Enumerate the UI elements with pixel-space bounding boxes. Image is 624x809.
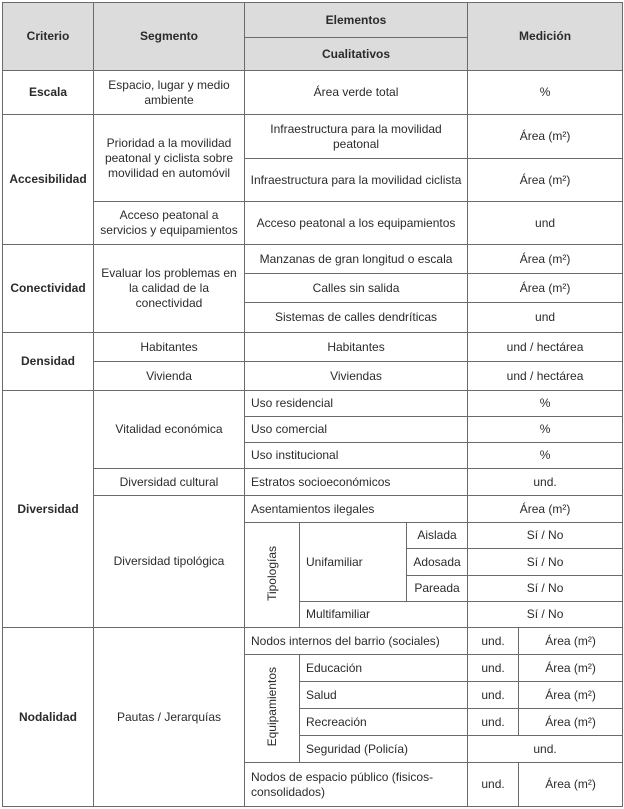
tipo-cell: Adosada bbox=[407, 549, 468, 576]
elemento-cell: Uso residencial bbox=[245, 391, 468, 417]
elemento-cell: Viviendas bbox=[245, 362, 468, 391]
elemento-cell: Uso comercial bbox=[245, 417, 468, 443]
segmento-cell: Pautas / Jerarquías bbox=[94, 628, 245, 807]
elemento-cell: Área verde total bbox=[245, 71, 468, 115]
segmento-cell: Habitantes bbox=[94, 333, 245, 362]
table-row bbox=[3, 71, 623, 115]
criterio-escala: Escala bbox=[3, 71, 94, 115]
tipo-cell: Pareada bbox=[407, 576, 468, 602]
medicion-cell: % bbox=[468, 391, 623, 417]
segmento-cell: Vitalidad económica bbox=[94, 391, 245, 469]
elemento-cell: Acceso peatonal a los equipamientos bbox=[245, 202, 468, 245]
medicion-cell: % bbox=[468, 71, 623, 115]
area-cell: Área (m²) bbox=[519, 763, 623, 807]
medicion-cell: Área (m²) bbox=[468, 496, 623, 523]
table-row bbox=[3, 628, 623, 655]
area-cell: Área (m²) bbox=[519, 628, 623, 655]
und-cell: und. bbox=[468, 655, 519, 682]
table-row bbox=[3, 115, 623, 159]
und-cell: und. bbox=[468, 709, 519, 736]
segmento-cell: Espacio, lugar y medio ambiente bbox=[94, 71, 245, 115]
medicion-cell: und bbox=[468, 303, 623, 333]
elemento-cell: Calles sin salida bbox=[245, 274, 468, 303]
elemento-cell: Infraestructura para la movilidad ciclista bbox=[245, 159, 468, 202]
und-cell: und. bbox=[468, 628, 519, 655]
segmento-cell: Vivienda bbox=[94, 362, 245, 391]
medicion-cell: und / hectárea bbox=[468, 362, 623, 391]
segmento-cell: Acceso peatonal a servicios y equipamientos bbox=[94, 202, 245, 245]
medicion-cell: Sí / No bbox=[468, 576, 623, 602]
table-row bbox=[3, 202, 623, 245]
elemento-cell: Manzanas de gran longitud o escala bbox=[245, 245, 468, 274]
table-row bbox=[3, 362, 623, 391]
criteria-table bbox=[2, 2, 623, 807]
medicion-cell: Área (m²) bbox=[468, 274, 623, 303]
medicion-cell: und. bbox=[468, 736, 623, 763]
table-row bbox=[3, 469, 623, 496]
equipamientos-label: Equipamientos bbox=[264, 666, 279, 747]
header-segmento: Segmento bbox=[94, 3, 245, 71]
und-cell: und. bbox=[468, 763, 519, 807]
area-cell: Área (m²) bbox=[519, 655, 623, 682]
header-elementos: Elementos bbox=[245, 3, 468, 38]
header-cualitativos: Cualitativos bbox=[245, 38, 468, 71]
criterio-accesibilidad: Accesibilidad bbox=[3, 115, 94, 245]
medicion-cell: % bbox=[468, 417, 623, 443]
medicion-cell: Área (m²) bbox=[468, 115, 623, 159]
table-row bbox=[3, 391, 623, 417]
header-criterio: Criterio bbox=[3, 3, 94, 71]
segmento-cell: Diversidad tipológica bbox=[94, 496, 245, 628]
und-cell: und. bbox=[468, 682, 519, 709]
criterio-densidad: Densidad bbox=[3, 333, 94, 391]
elemento-cell: Nodos de espacio público (fisicos-consolidados) bbox=[245, 763, 468, 807]
area-cell: Área (m²) bbox=[519, 682, 623, 709]
tipologias-label: Tipologías bbox=[264, 545, 279, 601]
elemento-cell: Habitantes bbox=[245, 333, 468, 362]
medicion-cell: und. bbox=[468, 469, 623, 496]
elemento-cell: Asentamientos ilegales bbox=[245, 496, 468, 523]
area-cell: Área (m²) bbox=[519, 709, 623, 736]
medicion-cell: Sí / No bbox=[468, 602, 623, 628]
criterio-nodalidad: Nodalidad bbox=[3, 628, 94, 807]
elemento-cell: Sistemas de calles dendríticas bbox=[245, 303, 468, 333]
elemento-cell: Uso institucional bbox=[245, 443, 468, 469]
criterio-diversidad: Diversidad bbox=[3, 391, 94, 628]
elemento-cell: Infraestructura para la movilidad peatonal bbox=[245, 115, 468, 159]
table-row bbox=[3, 333, 623, 362]
medicion-cell: Sí / No bbox=[468, 549, 623, 576]
medicion-cell: % bbox=[468, 443, 623, 469]
medicion-cell: und / hectárea bbox=[468, 333, 623, 362]
segmento-cell: Diversidad cultural bbox=[94, 469, 245, 496]
table-row bbox=[3, 245, 623, 274]
elemento-cell: Salud bbox=[300, 682, 468, 709]
header-medicion: Medición bbox=[468, 3, 623, 71]
segmento-cell: Prioridad a la movilidad peatonal y ciclista sobre movilidad en automóvil bbox=[94, 115, 245, 202]
multifamiliar-cell: Multifamiliar bbox=[300, 602, 468, 628]
medicion-cell: Sí / No bbox=[468, 523, 623, 549]
medicion-cell: Área (m²) bbox=[468, 245, 623, 274]
medicion-cell: und bbox=[468, 202, 623, 245]
elemento-cell: Estratos socioeconómicos bbox=[245, 469, 468, 496]
equipamientos-label-cell bbox=[245, 655, 300, 763]
elemento-cell: Recreación bbox=[300, 709, 468, 736]
elemento-cell: Nodos internos del barrio (sociales) bbox=[245, 628, 468, 655]
unifamiliar-cell: Unifamiliar bbox=[300, 523, 407, 602]
tipo-cell: Aislada bbox=[407, 523, 468, 549]
table-row bbox=[3, 496, 623, 523]
tipologias-label-cell bbox=[245, 523, 300, 628]
elemento-cell: Seguridad (Policía) bbox=[300, 736, 468, 763]
criterio-conectividad: Conectividad bbox=[3, 245, 94, 333]
medicion-cell: Área (m²) bbox=[468, 159, 623, 202]
segmento-cell: Evaluar los problemas en la calidad de la conectividad bbox=[94, 245, 245, 333]
elemento-cell: Educación bbox=[300, 655, 468, 682]
